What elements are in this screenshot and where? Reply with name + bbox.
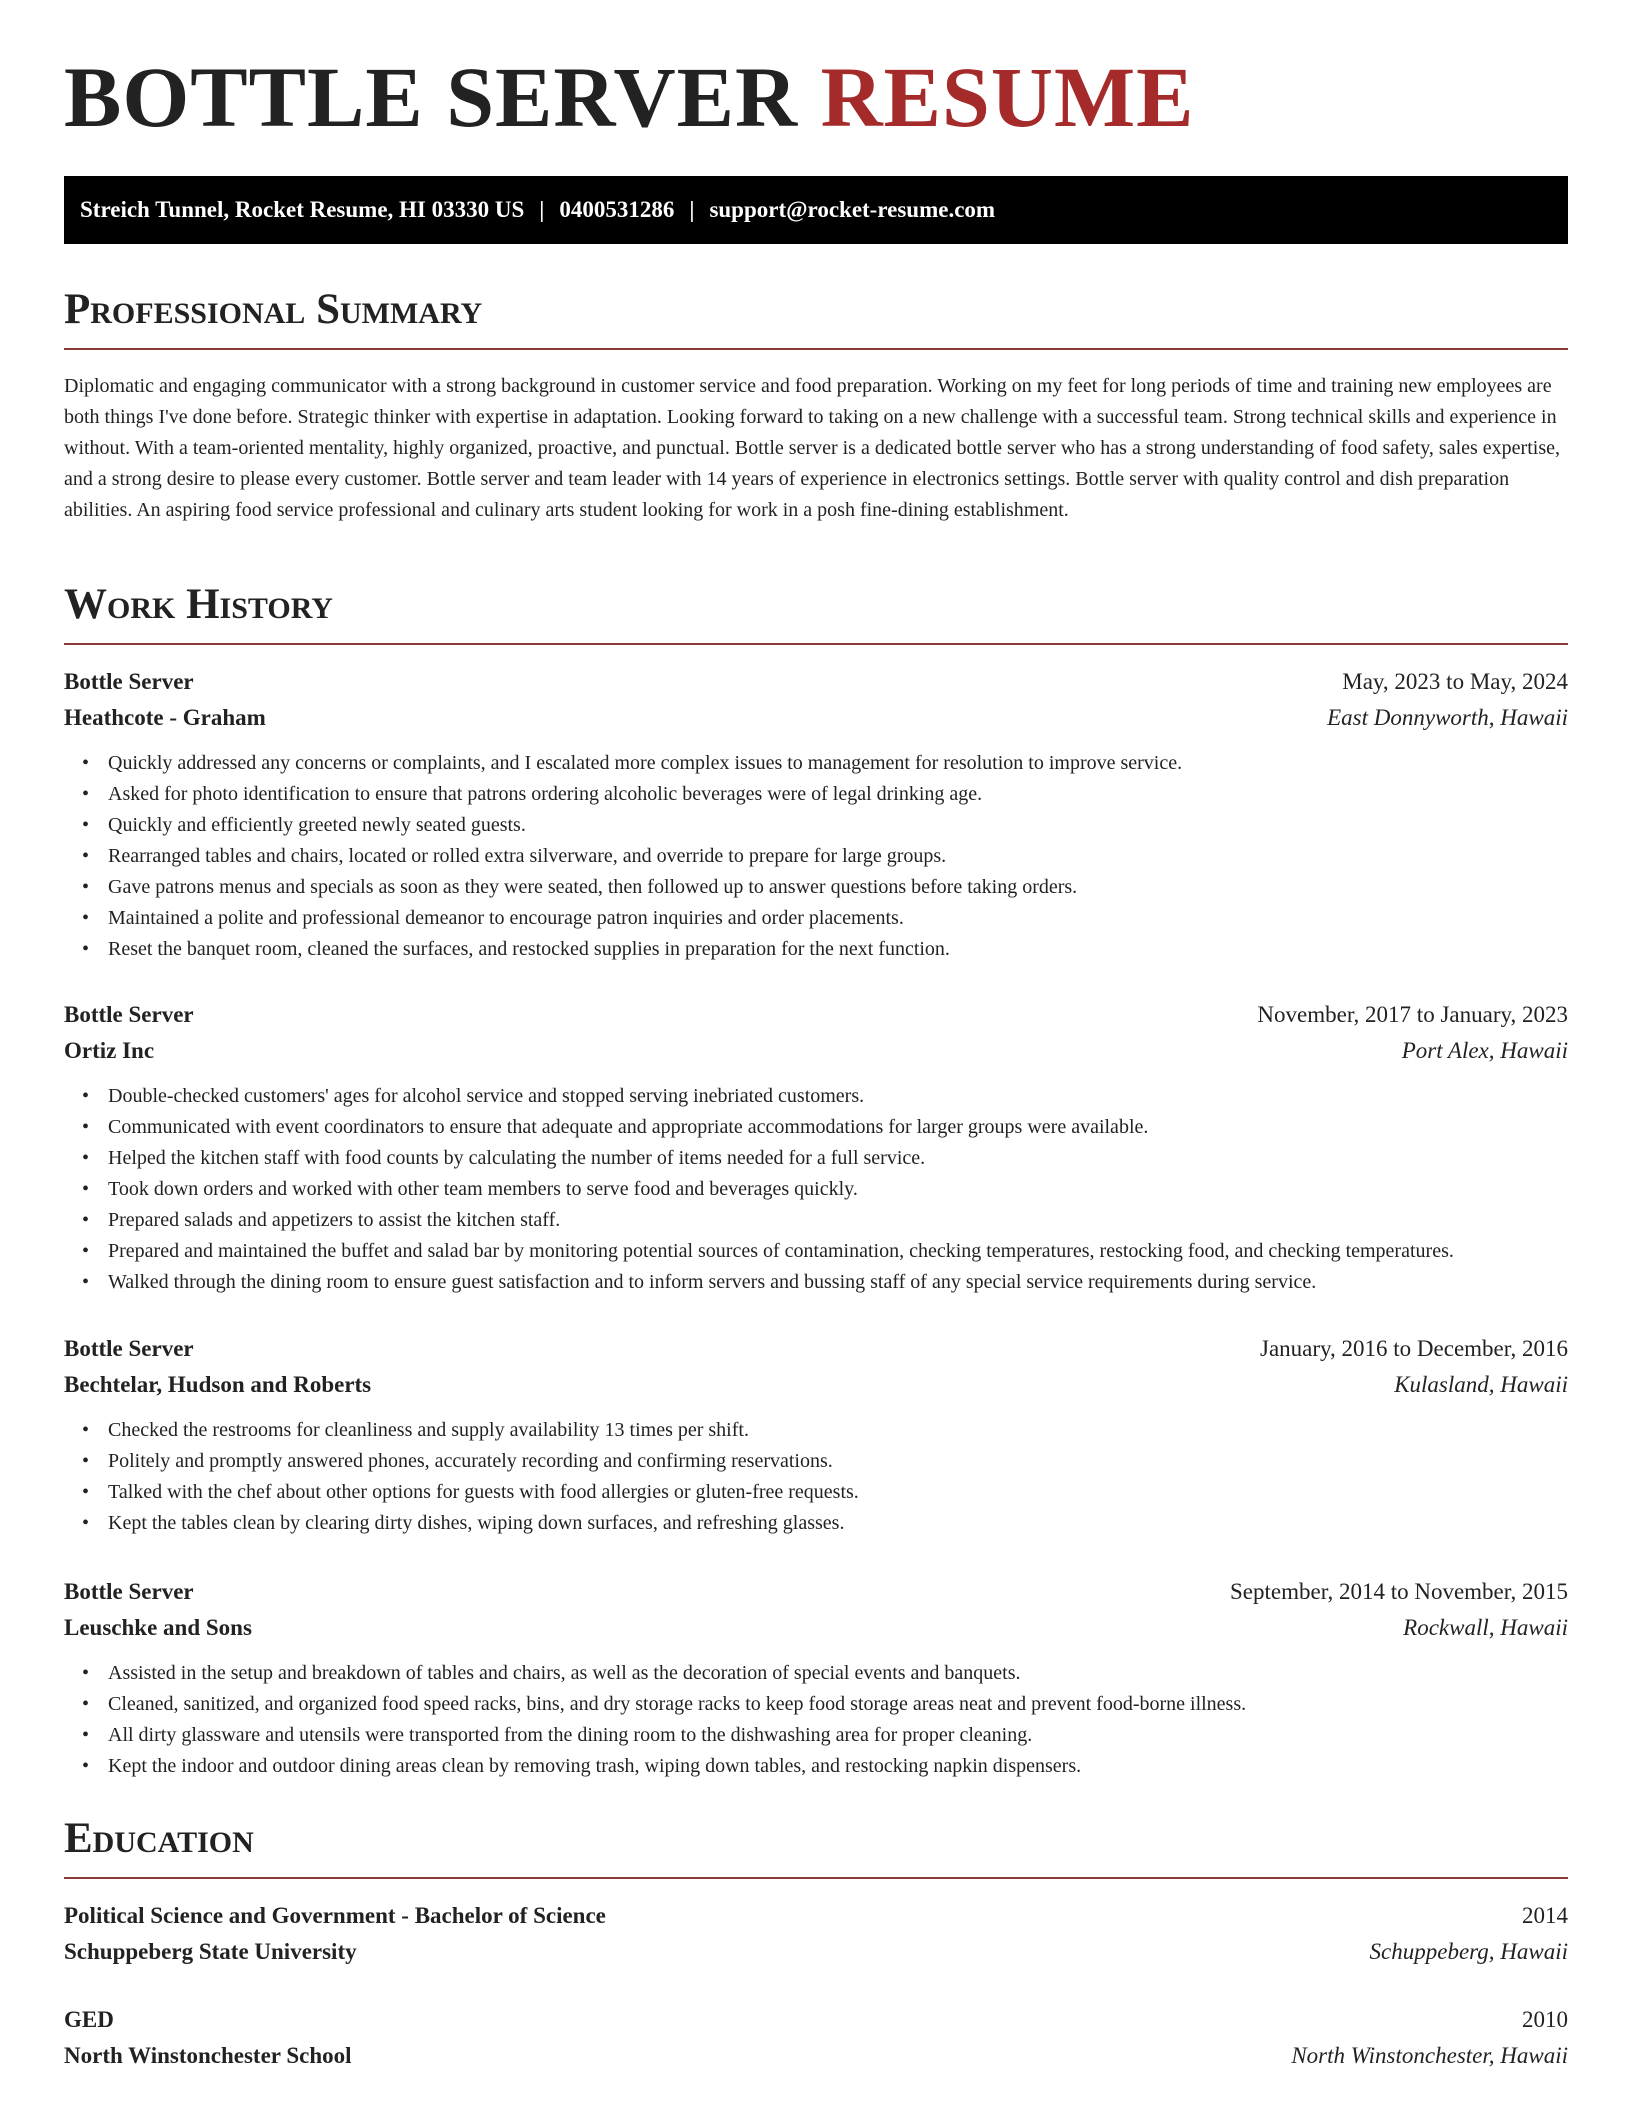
- job-bullet: • Prepared and maintained the buffet and salad bar by monitoring potential sources of contamination, checking temperatures, restocking food, and checking temperatures.: [64, 1236, 1568, 1267]
- job-dates: May, 2023 to May, 2024: [1342, 669, 1568, 694]
- education-entry: [64, 1898, 1568, 1970]
- education-heading: Education: [64, 1815, 254, 1862]
- contact-separator: |: [689, 197, 695, 222]
- job-bullet: • Helped the kitchen staff with food counts by calculating the number of items needed for a full service.: [64, 1143, 1568, 1174]
- job-bullet: • Double-checked customers' ages for alcohol service and stopped serving inebriated customers.: [64, 1081, 1568, 1112]
- title-main: BOTTLE SERVER: [64, 49, 799, 145]
- job-bullets: [64, 1081, 1568, 1298]
- job-bullet: • Gave patrons menus and specials as soon as they were seated, then followed up to answer questions before taking orders.: [64, 872, 1568, 903]
- job-bullet: • Maintained a polite and professional demeanor to encourage patron inquiries and order placements.: [64, 903, 1568, 934]
- job-bullet: • Communicated with event coordinators to ensure that adequate and appropriate accommodations for larger groups were available.: [64, 1112, 1568, 1143]
- job-bullet: • Quickly addressed any concerns or complaints, and I escalated more complex issues to management for resolution to improve service.: [64, 748, 1568, 779]
- education-school: Schuppeberg State University: [64, 1939, 357, 1964]
- contact-bar: [64, 176, 1568, 244]
- education-location: Schuppeberg, Hawaii: [1369, 1939, 1568, 1964]
- education-degree: Political Science and Government - Bachelor of Science: [64, 1903, 606, 1928]
- work-heading: Work History: [64, 581, 333, 628]
- education-rule: [64, 1877, 1568, 1879]
- job-title: Bottle Server: [64, 1336, 194, 1361]
- job-bullet: • Rearranged tables and chairs, located or rolled extra silverware, and override to prepare for large groups.: [64, 841, 1568, 872]
- education-school: North Winstonchester School: [64, 2043, 352, 2068]
- job-bullet: • Checked the restrooms for cleanliness and supply availability 13 times per shift.: [64, 1415, 1568, 1446]
- job-entry: [64, 997, 1568, 1069]
- job-bullet: • Assisted in the setup and breakdown of tables and chairs, as well as the decoration of special events and banquets.: [64, 1658, 1568, 1689]
- contact-phone: 0400531286: [559, 197, 675, 222]
- work-rule: [64, 643, 1568, 645]
- contact-email: support@rocket-resume.com: [709, 197, 996, 222]
- education-location: North Winstonchester, Hawaii: [1291, 2043, 1568, 2068]
- job-bullet: • Reset the banquet room, cleaned the surfaces, and restocked supplies in preparation for the next function.: [64, 934, 1568, 965]
- job-bullet: • Quickly and efficiently greeted newly seated guests.: [64, 810, 1568, 841]
- job-bullet: • Took down orders and worked with other team members to serve food and beverages quickly.: [64, 1174, 1568, 1205]
- job-bullets: [64, 748, 1568, 965]
- education-year: 2014: [1522, 1903, 1568, 1928]
- job-bullet: • Prepared salads and appetizers to assist the kitchen staff.: [64, 1205, 1568, 1236]
- contact-address: Streich Tunnel, Rocket Resume, HI 03330 US: [80, 197, 525, 222]
- job-location: East Donnyworth, Hawaii: [1327, 705, 1568, 730]
- title-accent: RESUME: [820, 49, 1195, 145]
- job-title: Bottle Server: [64, 669, 194, 694]
- job-bullet: • Asked for photo identification to ensure that patrons ordering alcoholic beverages were of legal drinking age.: [64, 779, 1568, 810]
- job-location: Port Alex, Hawaii: [1401, 1038, 1568, 1063]
- summary-heading: Professional Summary: [64, 286, 483, 333]
- education-year: 2010: [1522, 2007, 1568, 2032]
- job-bullet: • Politely and promptly answered phones, accurately recording and confirming reservations.: [64, 1446, 1568, 1477]
- job-bullet: • Kept the indoor and outdoor dining areas clean by removing trash, wiping down tables, and restocking napkin dispensers.: [64, 1751, 1568, 1782]
- contact-separator: |: [539, 197, 545, 222]
- job-dates: September, 2014 to November, 2015: [1230, 1579, 1568, 1604]
- job-company: Ortiz Inc: [64, 1038, 155, 1063]
- job-entry: [64, 664, 1568, 736]
- resume-title: [64, 50, 1195, 145]
- job-location: Kulasland, Hawaii: [1394, 1372, 1568, 1397]
- job-dates: November, 2017 to January, 2023: [1257, 1002, 1568, 1027]
- job-bullets: [64, 1415, 1568, 1539]
- education-degree: GED: [64, 2007, 114, 2032]
- job-company: Bechtelar, Hudson and Roberts: [64, 1372, 372, 1397]
- job-company: Heathcote - Graham: [64, 705, 266, 730]
- job-title: Bottle Server: [64, 1002, 194, 1027]
- education-entry: [64, 2002, 1568, 2074]
- job-bullet: • Walked through the dining room to ensure guest satisfaction and to inform servers and bussing staff of any special service requirements during service.: [64, 1267, 1568, 1298]
- job-bullet: • Cleaned, sanitized, and organized food speed racks, bins, and dry storage racks to keep food storage areas neat and prevent food-borne illness.: [64, 1689, 1568, 1720]
- job-company: Leuschke and Sons: [64, 1615, 252, 1640]
- job-bullet: • Talked with the chef about other options for guests with food allergies or gluten-free requests.: [64, 1477, 1568, 1508]
- job-entry: [64, 1331, 1568, 1403]
- job-entry: [64, 1574, 1568, 1646]
- summary-text: Diplomatic and engaging communicator with a strong background in customer service and food preparation. Working on my feet for long periods of time and training new employees are both things I've done before. Strategic thinker with expertise in adaptation. Looking forward to taking on a new challenge with a successful team. Strong technical skills and experience in without. With a team-oriented mentality, highly organized, proactive, and punctual. Bottle server is a dedicated bottle server who has a strong understanding of food safety, sales expertise, and a strong desire to please every customer. Bottle server and team leader with 14 years of experience in electronics settings. Bottle server with quality control and dish preparation abilities. An aspiring food service professional and culinary arts student looking for work in a posh fine-dining establishment.: [64, 375, 1560, 521]
- job-bullets: [64, 1658, 1568, 1782]
- job-bullet: • All dirty glassware and utensils were transported from the dining room to the dishwashing area for proper cleaning.: [64, 1720, 1568, 1751]
- job-dates: January, 2016 to December, 2016: [1260, 1336, 1568, 1361]
- summary-rule: [64, 348, 1568, 350]
- job-bullet: • Kept the tables clean by clearing dirty dishes, wiping down surfaces, and refreshing glasses.: [64, 1508, 1568, 1539]
- job-location: Rockwall, Hawaii: [1403, 1615, 1568, 1640]
- job-title: Bottle Server: [64, 1579, 194, 1604]
